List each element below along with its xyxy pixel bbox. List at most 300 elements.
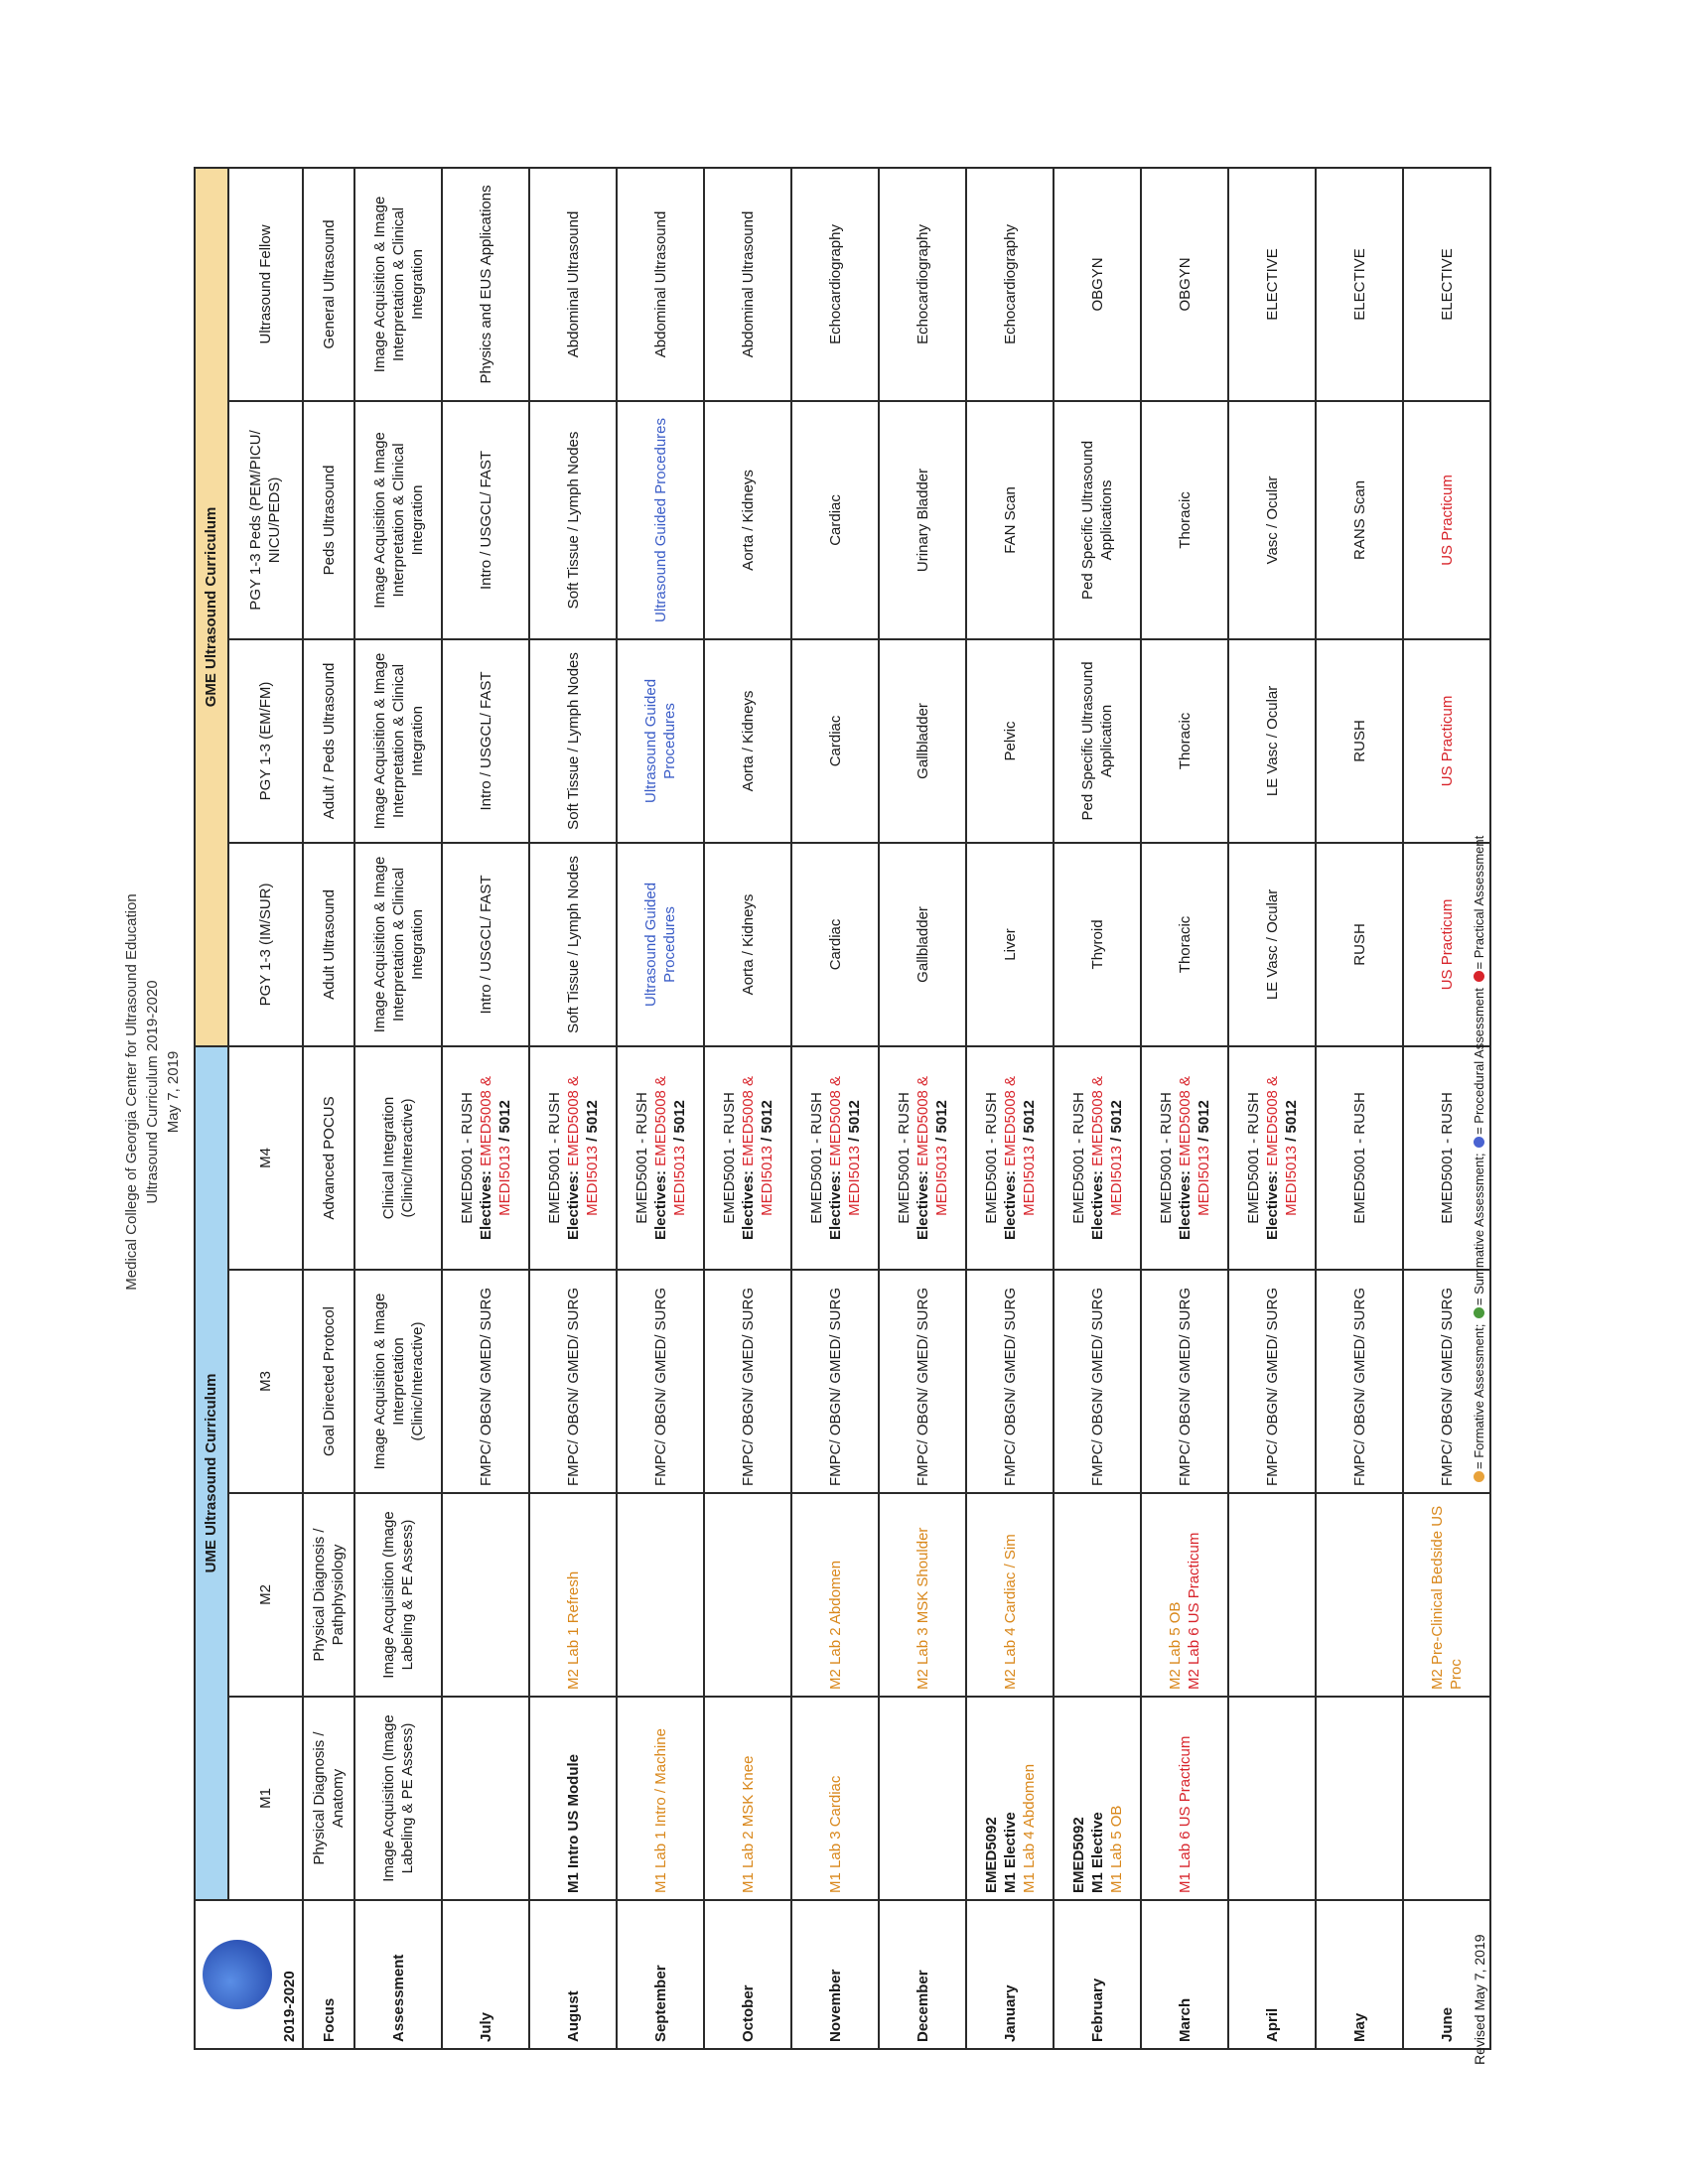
table-row	[529, 168, 617, 2049]
legend	[1472, 836, 1486, 1484]
m3-cell	[704, 1270, 791, 1493]
procedural-dot-icon	[1474, 1137, 1484, 1148]
month-label: October	[704, 1900, 791, 2049]
pgyim-entry: Ultrasound Guided Procedures	[642, 882, 678, 1007]
table-row	[1141, 168, 1228, 2049]
pgyem-cell	[704, 639, 791, 843]
peds-cell	[1316, 401, 1403, 639]
month-label: August	[529, 1900, 617, 2049]
month-label: June	[1403, 1900, 1490, 2049]
col-header-m3: M3	[228, 1270, 303, 1493]
m4-cell	[442, 1046, 529, 1270]
assessment-cell: Image Acquisition & Image Interpretation & Clinical Integration	[354, 168, 442, 401]
m4-rush: EMED5001 - RUSH	[895, 1092, 913, 1224]
m4-electives	[914, 1053, 932, 1263]
m4-electives-2	[932, 1053, 951, 1263]
fellow-entry: Echocardiography	[1001, 224, 1019, 344]
pgyim-cell	[1054, 843, 1141, 1046]
m4-electives	[1176, 1053, 1195, 1263]
pgyem-entry: RUSH	[1350, 720, 1368, 762]
fellow-cell	[1141, 168, 1228, 401]
peds-entry: Urinary Bladder	[914, 468, 931, 573]
m2-cell	[879, 1493, 966, 1697]
m4-cell	[879, 1046, 966, 1270]
focus-label: Focus	[303, 1900, 354, 2049]
fellow-cell	[529, 168, 617, 401]
m4-electives-label: Electives:	[477, 1169, 494, 1241]
m3-entry: FMPC/ OBGN/ GMED/ SURG	[1438, 1287, 1456, 1486]
peds-entry: Ped Specific Ultrasound Applications	[1079, 440, 1115, 600]
fellow-cell	[966, 168, 1054, 401]
m4-cell	[966, 1046, 1054, 1270]
pgyim-entry: Intro / USGCL/ FAST	[477, 875, 494, 1015]
m1-entry: M1 Lab 5 OB	[1107, 1805, 1125, 1893]
m4-cell	[1228, 1046, 1316, 1270]
m1-entry: M1 Lab 6 US Practicum	[1176, 1735, 1194, 1893]
month-label: September	[617, 1900, 704, 2049]
m4-cell	[1141, 1046, 1228, 1270]
m2-cell	[617, 1493, 704, 1697]
summative-dot-icon	[1474, 1307, 1484, 1318]
m2-cell	[791, 1493, 879, 1697]
peds-cell	[879, 401, 966, 639]
focus-cell: Adult / Peds Ultrasound	[303, 639, 354, 843]
m4-cell	[1316, 1046, 1403, 1270]
m4-electives-2	[758, 1053, 776, 1263]
m1-cell	[1403, 1697, 1490, 1900]
legend-summative: = Summative Assessment;	[1472, 1153, 1486, 1306]
m3-cell	[1316, 1270, 1403, 1493]
m3-cell	[617, 1270, 704, 1493]
peds-cell	[1054, 401, 1141, 639]
pgyem-entry: US Practicum	[1438, 695, 1456, 787]
m4-code: EMED5008 &	[1263, 1075, 1281, 1166]
m1-entry: EMED5092	[982, 1817, 1000, 1893]
m1-cell	[1316, 1697, 1403, 1900]
m3-cell	[1141, 1270, 1228, 1493]
month-label: April	[1228, 1900, 1316, 2049]
peds-cell	[1141, 401, 1228, 639]
m4-electives	[739, 1053, 758, 1263]
pgyim-cell	[1228, 843, 1316, 1046]
m1-cell	[966, 1697, 1054, 1900]
fellow-cell	[879, 168, 966, 401]
m1-entry: M1 Lab 4 Abdomen	[1020, 1763, 1038, 1893]
m2-cell	[966, 1493, 1054, 1697]
peds-entry: Vasc / Ocular	[1263, 476, 1281, 565]
m4-code-tail: / 5012	[583, 1100, 601, 1142]
pgyem-cell	[1403, 639, 1490, 843]
table-row	[704, 168, 791, 2049]
m4-code: EMED5008 &	[1001, 1075, 1019, 1166]
fellow-entry: Abdominal Ultrasound	[651, 210, 669, 358]
pgyim-entry: Thoracic	[1176, 915, 1194, 974]
col-header-m1: M1	[228, 1697, 303, 1900]
fellow-cell	[442, 168, 529, 401]
m4-code: MEDI5013	[845, 1145, 863, 1216]
m4-code: MEDI5013	[1195, 1145, 1212, 1216]
pgyem-cell	[1141, 639, 1228, 843]
month-label: November	[791, 1900, 879, 2049]
formative-dot-icon	[1474, 1471, 1484, 1482]
m4-rush: EMED5001 - RUSH	[458, 1092, 476, 1224]
assessment-cell: Clinical Integration (Clinic/Interactive)	[354, 1046, 442, 1270]
m1-entry: M1 Lab 1 Intro / Machine	[651, 1728, 669, 1893]
m4-code: MEDI5013	[1020, 1145, 1038, 1216]
m3-cell	[791, 1270, 879, 1493]
peds-entry: Cardiac	[826, 494, 844, 546]
month-label: July	[442, 1900, 529, 2049]
fellow-entry: Abdominal Ultrasound	[564, 210, 582, 358]
m1-entry: M1 Elective	[1088, 1812, 1106, 1893]
m4-electives	[477, 1053, 495, 1263]
pgyim-cell	[1141, 843, 1228, 1046]
pgyem-cell	[1054, 639, 1141, 843]
peds-entry: Thoracic	[1176, 491, 1194, 549]
m2-cell	[1403, 1493, 1490, 1697]
m4-electives	[826, 1053, 845, 1263]
m4-code: EMED5008 &	[739, 1075, 757, 1166]
assessment-label: Assessment	[354, 1900, 442, 2049]
pgyem-entry: Aorta / Kidneys	[739, 690, 757, 792]
col-header-m4: M4	[228, 1046, 303, 1270]
header-line3: May 7, 2019	[165, 1050, 182, 1134]
m2-cell	[704, 1493, 791, 1697]
m3-entry: FMPC/ OBGN/ GMED/ SURG	[826, 1287, 844, 1486]
m4-code: MEDI5013	[495, 1145, 513, 1216]
assessment-cell: Image Acquisition (Image Labeling & PE Assess)	[354, 1697, 442, 1900]
fellow-cell	[617, 168, 704, 401]
m4-code-tail: / 5012	[495, 1100, 513, 1142]
table-row	[879, 168, 966, 2049]
m4-cell	[791, 1046, 879, 1270]
focus-cell: Goal Directed Protocol	[303, 1270, 354, 1493]
pgyim-cell	[529, 843, 617, 1046]
fellow-cell	[1228, 168, 1316, 401]
pgyem-entry: Thoracic	[1176, 712, 1194, 770]
m4-code: MEDI5013	[1282, 1145, 1300, 1216]
m4-rush: EMED5001 - RUSH	[1350, 1092, 1368, 1224]
pgyem-entry: Ultrasound Guided Procedures	[642, 678, 678, 803]
fellow-entry: OBGYN	[1088, 257, 1106, 312]
m4-electives-2	[1195, 1053, 1213, 1263]
m4-rush: EMED5001 - RUSH	[633, 1092, 650, 1224]
m4-code-tail: / 5012	[1195, 1100, 1212, 1142]
m3-cell	[1228, 1270, 1316, 1493]
m3-entry: FMPC/ OBGN/ GMED/ SURG	[477, 1287, 494, 1486]
table-row	[617, 168, 704, 2049]
m4-electives-label: Electives:	[1263, 1169, 1281, 1241]
col-header-fellow: Ultrasound Fellow	[228, 168, 303, 401]
m4-rush: EMED5001 - RUSH	[1244, 1092, 1262, 1224]
m1-cell	[442, 1697, 529, 1900]
m3-entry: FMPC/ OBGN/ GMED/ SURG	[564, 1287, 582, 1486]
m4-electives-label: Electives:	[914, 1169, 931, 1241]
legend-procedural: = Procedural Assessment	[1472, 988, 1486, 1135]
m4-electives-2	[845, 1053, 864, 1263]
ume-band: UME Ultrasound Curriculum	[195, 1046, 228, 1900]
month-label: March	[1141, 1900, 1228, 2049]
pgyem-cell	[617, 639, 704, 843]
m3-cell	[442, 1270, 529, 1493]
pgyim-entry: Thyroid	[1088, 919, 1106, 970]
m2-cell	[1054, 1493, 1141, 1697]
pgyim-entry: Cardiac	[826, 918, 844, 971]
m4-electives	[1088, 1053, 1107, 1263]
table-row	[442, 168, 529, 2049]
m4-electives-label: Electives:	[564, 1169, 582, 1241]
assessment-row	[354, 168, 442, 2049]
m4-code: EMED5008 &	[651, 1075, 669, 1166]
focus-cell: Peds Ultrasound	[303, 401, 354, 639]
m2-cell	[442, 1493, 529, 1697]
pgyem-entry: Pelvic	[1001, 721, 1019, 761]
table-row	[791, 168, 879, 2049]
legend-practical: = Practical Assessment	[1472, 835, 1486, 970]
m2-entry: M2 Lab 3 MSK Shoulder	[914, 1527, 931, 1690]
m1-cell	[529, 1697, 617, 1900]
pgyim-cell	[442, 843, 529, 1046]
m3-cell	[879, 1270, 966, 1493]
m4-electives	[651, 1053, 670, 1263]
m4-code: MEDI5013	[1107, 1145, 1125, 1216]
peds-entry: US Practicum	[1438, 475, 1456, 566]
fellow-cell	[1054, 168, 1141, 401]
m4-code: EMED5008 &	[1176, 1075, 1194, 1166]
m4-rush: EMED5001 - RUSH	[1069, 1092, 1087, 1224]
m4-code-tail: / 5012	[758, 1100, 775, 1142]
peds-entry: Soft Tissue / Lymph Nodes	[564, 431, 582, 610]
m4-rush: EMED5001 - RUSH	[807, 1092, 825, 1224]
month-label: February	[1054, 1900, 1141, 2049]
column-header-row	[228, 168, 303, 2049]
peds-cell	[442, 401, 529, 639]
pgyim-cell	[879, 843, 966, 1046]
m4-code: EMED5008 &	[914, 1075, 931, 1166]
m4-code: EMED5008 &	[826, 1075, 844, 1166]
col-header-pgy-em: PGY 1-3 (EM/FM)	[228, 639, 303, 843]
table-row	[966, 168, 1054, 2049]
m4-electives-label: Electives:	[1001, 1169, 1019, 1241]
fellow-entry: ELECTIVE	[1438, 248, 1456, 321]
m1-entry: M1 Lab 3 Cardiac	[826, 1775, 844, 1893]
month-label: January	[966, 1900, 1054, 2049]
practical-dot-icon	[1474, 972, 1484, 983]
pgyim-cell	[1316, 843, 1403, 1046]
revised-note: Revised May 7, 2019	[1472, 1934, 1487, 2065]
m1-cell	[1141, 1697, 1228, 1900]
focus-cell: Advanced POCUS	[303, 1046, 354, 1270]
pgyim-entry: Aorta / Kidneys	[739, 893, 757, 996]
month-label: December	[879, 1900, 966, 2049]
m1-cell	[1228, 1697, 1316, 1900]
gme-band: GME Ultrasound Curriculum	[195, 168, 228, 1046]
table-row	[1054, 168, 1141, 2049]
peds-cell	[617, 401, 704, 639]
pgyim-entry: LE Vasc / Ocular	[1263, 888, 1281, 1001]
m4-code: MEDI5013	[583, 1145, 601, 1216]
fellow-entry: Echocardiography	[914, 224, 931, 344]
col-header-pgy-peds: PGY 1-3 Peds (PEM/PICU/ NICU/PEDS)	[228, 401, 303, 639]
logo-cell	[195, 1900, 303, 2049]
assessment-cell: Image Acquisition & Image Interpretation & Clinical Integration	[354, 401, 442, 639]
m4-code: MEDI5013	[932, 1145, 950, 1216]
m1-entry: EMED5092	[1069, 1817, 1087, 1893]
m4-cell	[704, 1046, 791, 1270]
pgyim-cell	[617, 843, 704, 1046]
peds-entry: Intro / USGCL/ FAST	[477, 450, 494, 590]
peds-entry: Aorta / Kidneys	[739, 470, 757, 571]
m4-rush: EMED5001 - RUSH	[720, 1092, 738, 1224]
m3-entry: FMPC/ OBGN/ GMED/ SURG	[1088, 1287, 1106, 1486]
pgyem-entry: Intro / USGCL/ FAST	[477, 671, 494, 811]
m4-code: EMED5008 &	[477, 1075, 494, 1166]
m4-code-tail: / 5012	[1107, 1100, 1125, 1142]
m4-code: EMED5008 &	[1088, 1075, 1106, 1166]
pgyem-cell	[966, 639, 1054, 843]
peds-cell	[1403, 401, 1490, 639]
m2-entry: M2 Lab 2 Abdomen	[826, 1560, 844, 1690]
m4-code: MEDI5013	[758, 1145, 775, 1216]
pgyim-cell	[704, 843, 791, 1046]
fellow-entry: ELECTIVE	[1350, 248, 1368, 321]
fellow-entry: ELECTIVE	[1263, 248, 1281, 321]
pgyem-cell	[879, 639, 966, 843]
pgyem-entry: Ped Specific Ultrasound Application	[1079, 661, 1115, 821]
pgyem-entry: Cardiac	[826, 715, 844, 767]
focus-cell: Physical Diagnosis / Anatomy	[303, 1697, 354, 1900]
table-row	[1228, 168, 1316, 2049]
peds-cell	[966, 401, 1054, 639]
m4-code-tail: / 5012	[670, 1100, 688, 1142]
m4-code: EMED5008 &	[564, 1075, 582, 1166]
m4-rush: EMED5001 - RUSH	[982, 1092, 1000, 1224]
m2-cell	[1228, 1493, 1316, 1697]
pgyim-entry: RUSH	[1350, 923, 1368, 966]
assessment-cell: Image Acquisition & Image Interpretation & Clinical Integration	[354, 639, 442, 843]
fellow-cell	[1403, 168, 1490, 401]
fellow-entry: OBGYN	[1176, 257, 1194, 312]
m3-entry: FMPC/ OBGN/ GMED/ SURG	[1001, 1287, 1019, 1486]
pgyim-entry: Gallbladder	[914, 906, 931, 983]
focus-row	[303, 168, 354, 2049]
peds-entry: Ultrasound Guided Procedures	[651, 417, 669, 622]
m1-cell	[617, 1697, 704, 1900]
m4-code: MEDI5013	[670, 1145, 688, 1216]
header-line1: Medical College of Georgia Center for Ultrasound Education	[123, 893, 140, 1291]
pgyem-cell	[791, 639, 879, 843]
m3-entry: FMPC/ OBGN/ GMED/ SURG	[1350, 1287, 1368, 1486]
m4-code-tail: / 5012	[1020, 1100, 1038, 1142]
fellow-entry: Physics and EUS Applications	[477, 185, 494, 384]
pgyim-cell	[966, 843, 1054, 1046]
m4-electives-label: Electives:	[1176, 1169, 1194, 1241]
m4-cell	[617, 1046, 704, 1270]
peds-entry: RANS Scan	[1350, 479, 1368, 560]
m2-entry: M2 Lab 1 Refresh	[564, 1570, 582, 1690]
m4-electives-2	[670, 1053, 689, 1263]
document-header	[121, 0, 184, 2184]
m3-cell	[529, 1270, 617, 1493]
m1-cell	[1054, 1697, 1141, 1900]
assessment-cell: Image Acquisition & Image Interpretation & Clinical Integration	[354, 843, 442, 1046]
pgyem-entry: LE Vasc / Ocular	[1263, 685, 1281, 797]
pgyem-cell	[442, 639, 529, 843]
peds-cell	[704, 401, 791, 639]
m4-rush: EMED5001 - RUSH	[545, 1092, 563, 1224]
pgyim-entry: US Practicum	[1438, 898, 1456, 991]
m3-entry: FMPC/ OBGN/ GMED/ SURG	[739, 1287, 757, 1486]
m2-cell	[1316, 1493, 1403, 1697]
pgyem-entry: Soft Tissue / Lymph Nodes	[564, 652, 582, 830]
pgyim-cell	[791, 843, 879, 1046]
m2-entry: M2 Lab 4 Cardiac / Sim	[1001, 1534, 1019, 1690]
m4-code-tail: / 5012	[845, 1100, 863, 1142]
m1-cell	[791, 1697, 879, 1900]
year-label: 2019-2020	[281, 1971, 298, 2042]
m2-entry: M2 Pre-Clinical Bedside US Proc	[1429, 1505, 1465, 1690]
focus-cell: General Ultrasound	[303, 168, 354, 401]
m4-electives-2	[495, 1053, 514, 1263]
m3-entry: FMPC/ OBGN/ GMED/ SURG	[914, 1287, 931, 1486]
m4-code-tail: / 5012	[1282, 1100, 1300, 1142]
pgyem-cell	[1228, 639, 1316, 843]
header-line2: Ultrasound Curriculum 2019-2020	[144, 980, 161, 1204]
m3-cell	[1054, 1270, 1141, 1493]
assessment-cell: Image Acquisition & Image Interpretation (Clinic/Interactive)	[354, 1270, 442, 1493]
band-row	[195, 168, 228, 2049]
pgyem-entry: Gallbladder	[914, 703, 931, 779]
m4-electives-label: Electives:	[1088, 1169, 1106, 1241]
focus-cell: Adult Ultrasound	[303, 843, 354, 1046]
m3-entry: FMPC/ OBGN/ GMED/ SURG	[651, 1287, 669, 1486]
table-body	[195, 168, 1490, 2049]
m3-entry: FMPC/ OBGN/ GMED/ SURG	[1263, 1287, 1281, 1486]
m1-entry: M1 Elective	[1001, 1812, 1019, 1893]
m4-electives-label: Electives:	[826, 1169, 844, 1241]
m4-code-tail: / 5012	[932, 1100, 950, 1142]
col-header-pgy-im: PGY 1-3 (IM/SUR)	[228, 843, 303, 1046]
peds-cell	[529, 401, 617, 639]
m4-electives	[564, 1053, 583, 1263]
m2-entry: M2 Lab 5 OB	[1167, 1601, 1184, 1690]
pgyem-cell	[1316, 639, 1403, 843]
assessment-cell: Image Acquisition (Image Labeling & PE Assess)	[354, 1493, 442, 1697]
m4-electives	[1263, 1053, 1282, 1263]
m2-entry: M2 Lab 6 US Practicum	[1186, 1532, 1202, 1690]
m4-electives-label: Electives:	[739, 1169, 757, 1241]
m2-cell	[1141, 1493, 1228, 1697]
m4-electives-2	[1282, 1053, 1301, 1263]
peds-cell	[1228, 401, 1316, 639]
m4-electives-label: Electives:	[651, 1169, 669, 1241]
fellow-cell	[791, 168, 879, 401]
peds-entry: FAN Scan	[1001, 486, 1019, 554]
m3-cell	[966, 1270, 1054, 1493]
m4-cell	[529, 1046, 617, 1270]
pgyim-entry: Soft Tissue / Lymph Nodes	[564, 856, 582, 1033]
pgyem-cell	[529, 639, 617, 843]
m4-cell	[1054, 1046, 1141, 1270]
fellow-cell	[704, 168, 791, 401]
fellow-entry: Echocardiography	[826, 224, 844, 344]
m1-cell	[879, 1697, 966, 1900]
m4-electives-2	[583, 1053, 602, 1263]
m2-cell	[529, 1493, 617, 1697]
m1-entry: M1 Lab 2 MSK Knee	[739, 1755, 757, 1893]
col-header-m2: M2	[228, 1493, 303, 1697]
legend-formative: = Formative Assessment;	[1472, 1323, 1486, 1469]
